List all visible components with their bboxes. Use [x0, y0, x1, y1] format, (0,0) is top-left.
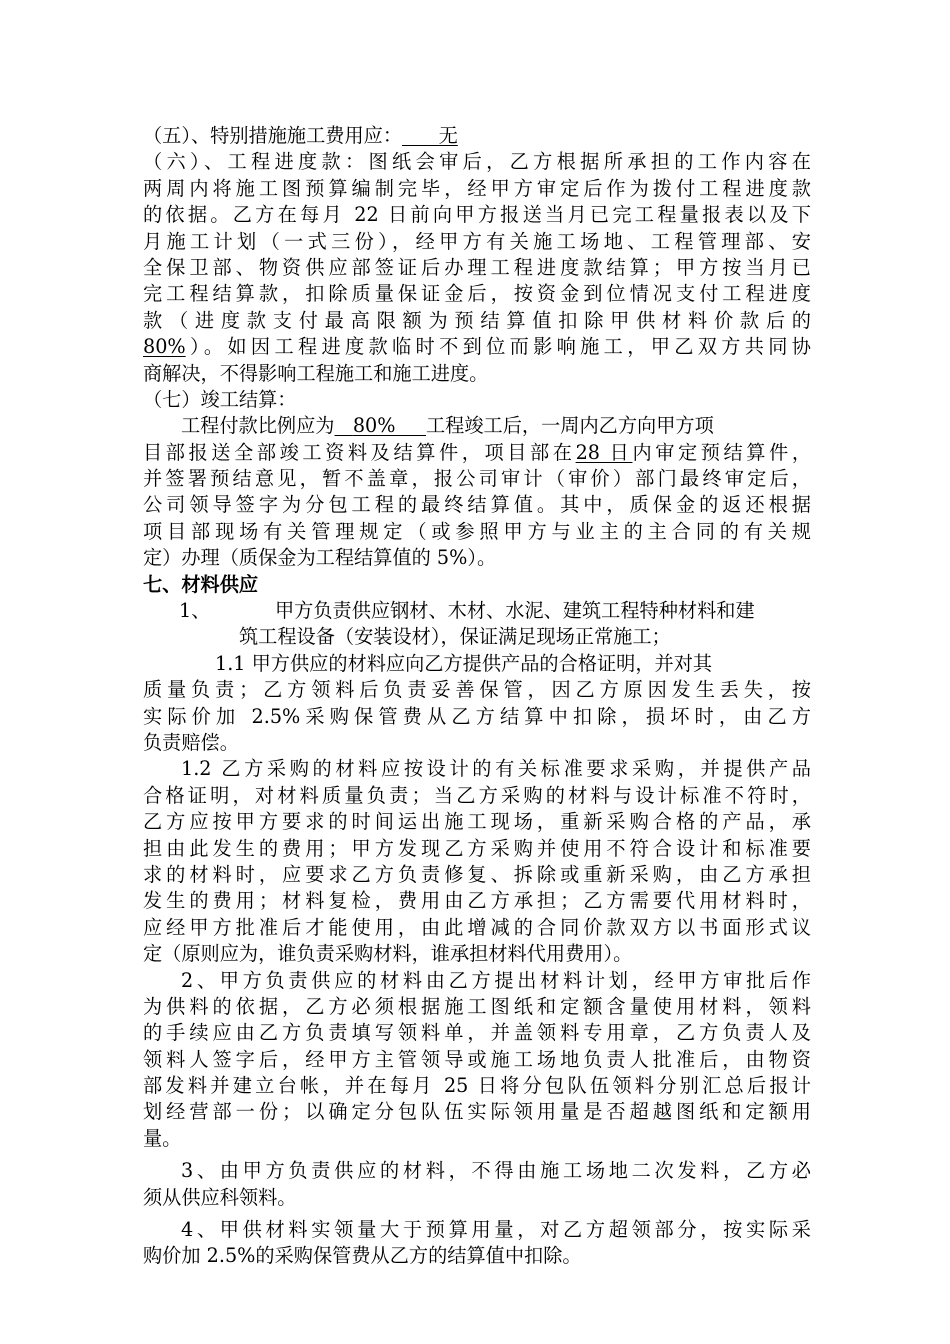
section-7-title: 七、材料供应: [143, 572, 259, 596]
clause-7-line: 并签署预结意见，暂不盖章，报公司审计（审价）部门最终审定后，: [143, 467, 811, 491]
item-1-1-line: 1.1 甲方供应的材料应向乙方提供产品的合格证明，并对其: [215, 651, 713, 675]
item-1-2-line: 担由此发生的费用；甲方发现乙方采购并使用不符合设计和标准要: [143, 836, 811, 860]
item-3-line: 3、由甲方负责供应的材料，不得由施工场地二次发料，乙方必: [181, 1159, 811, 1183]
clause-6-line: 完工程结算款，扣除质量保证金后，按资金到位情况支付工程进度: [143, 282, 811, 306]
item-1-2-line: 1.2 乙方采购的材料应按设计的有关标准要求采购，并提供产品: [181, 757, 811, 781]
item-2-line: 领料人签字后，经甲方主管领导或施工场地负责人批准后，由物资: [143, 1047, 811, 1071]
clause-7-line: 定）办理（质保金为工程结算值的 5%）。: [143, 546, 497, 570]
clause-6-line: 款（进度款支付最高限额为预结算值扣除甲供材料价款后的: [143, 308, 811, 332]
payment-ratio: 80%: [352, 414, 396, 438]
clause-7-line: 目部报送全部竣工资料及结算件，项目部在28 日内审定预结算件，: [143, 440, 812, 464]
item-2-line: 为供料的依据，乙方必须根据施工图纸和定额含量使用材料，领料: [143, 994, 811, 1018]
clause-6-line: 月施工计划（一式三份），经甲方有关施工场地、工程管理部、安: [143, 229, 811, 253]
item-1-2-line: 乙方应按甲方要求的时间运出施工现场，重新采购合格的产品，承: [143, 810, 811, 834]
clause-6-line: 商解决，不得影响工程施工和施工进度。: [143, 361, 489, 385]
item-1-1-line: 质量负责；乙方领料后负责妥善保管，因乙方原因发生丢失，按: [143, 678, 811, 702]
clause-7-line: 工程付款比例应为 80% 工程竣工后，一周内乙方向甲方项: [181, 414, 714, 438]
clause-5-label: （五）、特别措施施工费用应：: [143, 124, 403, 147]
clause-5: [143, 123, 811, 149]
item-1-2-line: 应经甲方批准后才能使用，由此增减的合同价款双方以书面形式议: [143, 915, 811, 939]
clause-7-heading: （七）竣工结算：: [143, 387, 297, 411]
item-1-2-line: 求的材料时，应要求乙方负责修复、拆除或重新采购，由乙方承担: [143, 862, 811, 886]
item-1-2-line: 定（原则应为，谁负责采购材料，谁承担材料代用费用）。: [143, 942, 633, 966]
item-1-number: 1、: [179, 599, 211, 623]
clause-6-line: 的依据。乙方在每月 22 日前向甲方报送当月已完工程量报表以及下: [143, 203, 811, 227]
clause-6-line: （六）、工程进度款：图纸会审后，乙方根据所承担的工作内容在: [143, 150, 811, 174]
clause-7-line: 项目部现场有关管理规定（或参照甲方与业主的主合同的有关规: [143, 519, 811, 543]
clause-5-value: 无: [438, 124, 458, 147]
item-4-line: 4、甲供材料实领量大于预算用量，对乙方超领部分，按实际采: [181, 1218, 811, 1242]
document-page: [143, 123, 811, 1270]
item-3-line: 须从供应科领料。: [143, 1185, 297, 1209]
progress-limit-pct: 80%: [143, 335, 186, 359]
clause-6-line: 全保卫部、物资供应部签证后办理工程进度款结算；甲方按当月已: [143, 255, 811, 279]
item-1-2-line: 发生的费用；材料复检，费用由乙方承担；乙方需要代用材料时，: [143, 889, 811, 913]
item-1-1-line: 实际价加 2.5%采购保管费从乙方结算中扣除，损坏时，由乙方: [143, 704, 811, 728]
item-2-line: 的手续应由乙方负责填写领料单，并盖领料专用章，乙方负责人及: [143, 1021, 811, 1045]
item-2-line: 部发料并建立台帐，并在每月 25 日将分包队伍领料分别汇总后报计: [143, 1074, 811, 1098]
item-2-line: 2、甲方负责供应的材料由乙方提出材料计划，经甲方审批后作: [181, 968, 811, 992]
item-2-line: 划经营部一份；以确定分包队伍实际领用量是否超越图纸和定额用: [143, 1100, 811, 1124]
clause-6-line: 80%）。如因工程进度款临时不到位而影响施工，甲乙双方共同协: [143, 335, 811, 359]
item-1-2-line: 合格证明，对材料质量负责；当乙方采购的材料与设计标准不符时，: [143, 783, 811, 807]
clause-7-line: 公司领导签字为分包工程的最终结算值。其中，质保金的返还根据: [143, 493, 811, 517]
item-1-line: 1、 甲方负责供应钢材、木材、水泥、建筑工程特种材料和建: [143, 598, 811, 624]
review-days: 28 日: [575, 440, 633, 464]
item-2-line: 量。: [143, 1126, 182, 1150]
item-1-line: 筑工程设备（安装设材），保证满足现场正常施工；: [239, 625, 671, 649]
item-1-1-line: 负责赔偿。: [143, 730, 239, 754]
item-4-line: 购价加 2.5%的采购保管费从乙方的结算值中扣除。: [143, 1244, 582, 1268]
clause-6-line: 两周内将施工图预算编制完毕，经甲方审定后作为拨付工程进度款: [143, 176, 811, 200]
